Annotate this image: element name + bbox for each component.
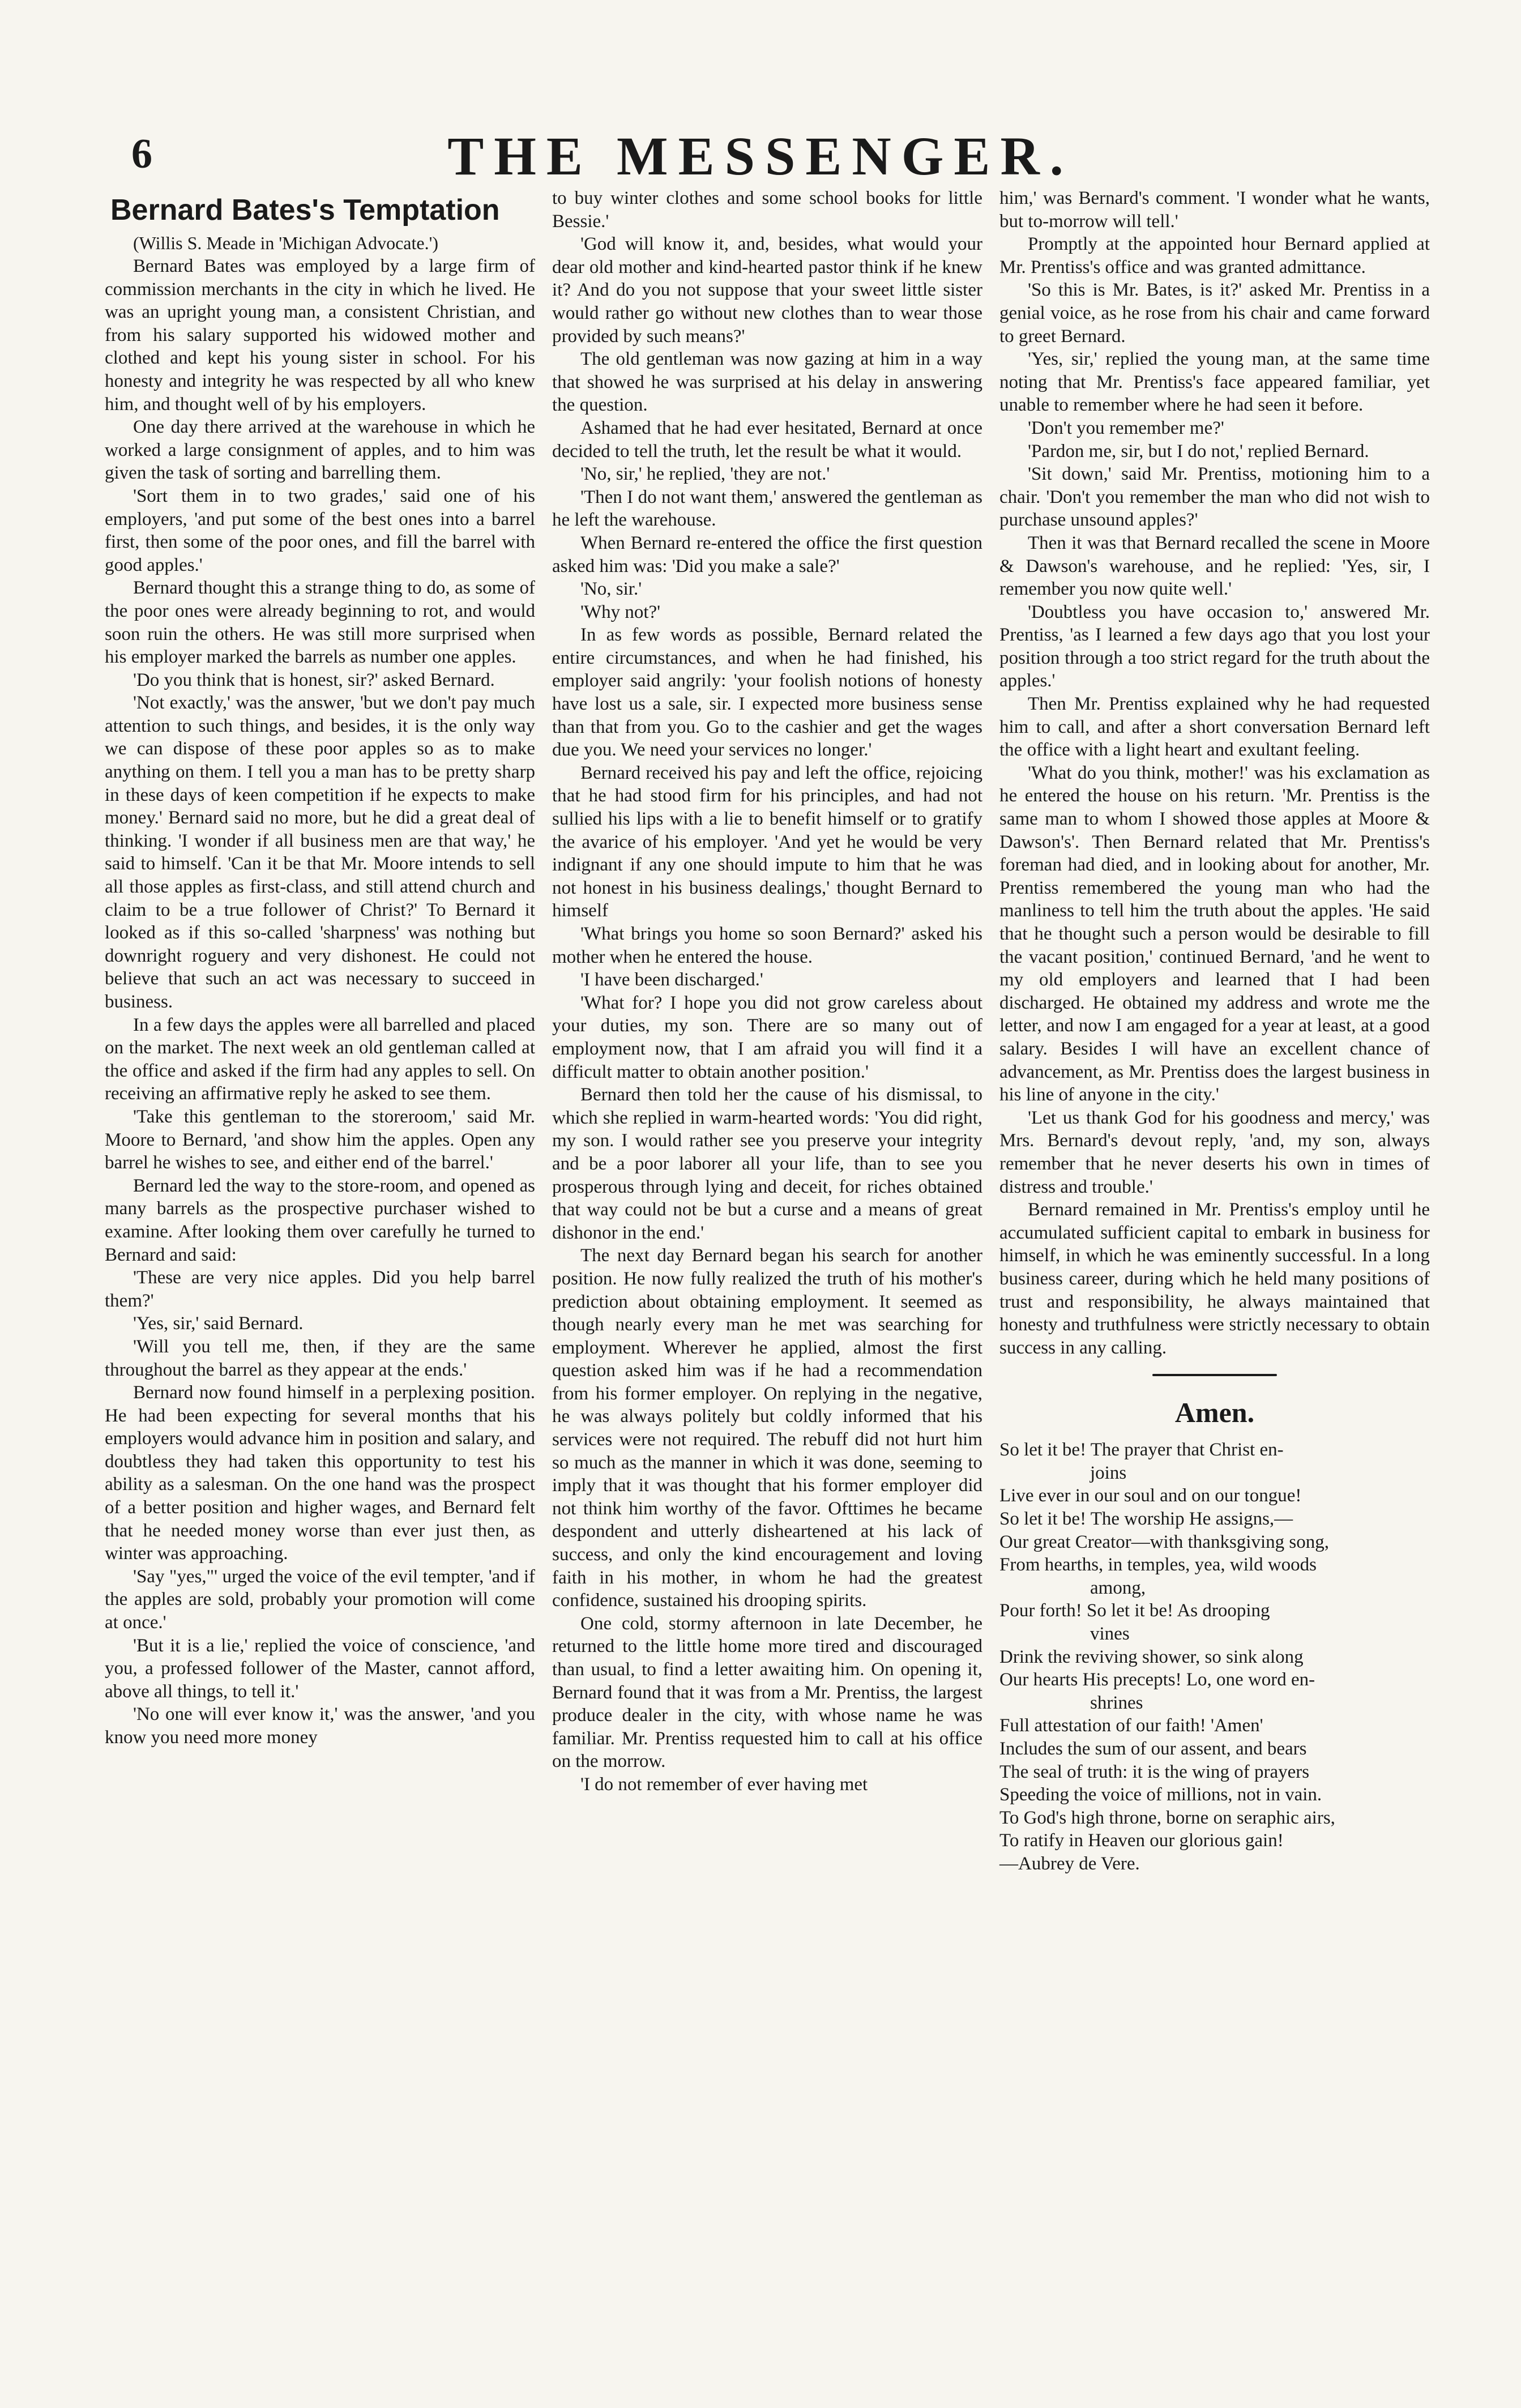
paragraph: 'Will you tell me, then, if they are the same throughout the barrel as they appear at the ends.' (105, 1336, 535, 1380)
poem-body (999, 1438, 1430, 1852)
article-byline: (Willis S. Meade in 'Michigan Advocate.') (133, 233, 439, 253)
poem-line: Speeding the voice of millions, not in vain. (999, 1784, 1322, 1805)
paragraph: 'Yes, sir,' said Bernard. (133, 1313, 304, 1334)
paragraph: 'Then I do not want them,' answered the gentleman as he left the warehouse. (552, 486, 982, 531)
poem-line: shrines (1090, 1692, 1143, 1713)
paragraph: Bernard Bates was employed by a large firm of commission merchants in the city in which he lived. He was an upright young man, a consistent Christian, and from his salary supported his widowed mother and clothed and kept his young sister in school. For his honesty and integrity he was respected by all who knew him, and thought well of by his employers. (105, 256, 535, 415)
poem-line: Pour forth! So let it be! As drooping (999, 1600, 1270, 1621)
paragraph: Bernard remained in Mr. Prentiss's employ until he accumulated sufficient capital to embark in business for himself, in which he was eminently successful. In a long business career, during which he held many positions of trust and responsibility, he always maintained that honesty and truthfulness were strictly necessary to obtain success in any calling. (999, 1199, 1430, 1358)
paragraph: Promptly at the appointed hour Bernard applied at Mr. Prentiss's office and was granted admittance. (999, 234, 1430, 277)
poem-line: Drink the reviving shower, so sink along (999, 1646, 1304, 1667)
paragraph: Bernard received his pay and left the office, rejoicing that he had stood firm for his principles, and had not sullied his lips with a lie to benefit himself or to gratify the avarice of his employer. 'And yet he would be very indignant if any one should impute to him that he was not honest in his business dealings,' thought Bernard to himself (552, 762, 982, 921)
poem-line: Our hearts His precepts! Lo, one word en- (999, 1670, 1315, 1690)
paragraph: 'What brings you home so soon Bernard?' asked his mother when he entered the house. (552, 924, 982, 967)
paragraph: In a few days the apples were all barrelled and placed on the market. The next week an old gentleman called at the office and asked if the firm had any apples to sell. On receiving an affirmative reply he asked to see them. (105, 1014, 535, 1104)
poem-line: vines (1090, 1624, 1130, 1645)
column-3-body (999, 187, 1430, 1359)
column-2 (552, 187, 982, 1796)
poem-line: Live ever in our soul and on our tongue! (999, 1485, 1302, 1506)
paragraph: 'Sort them in to two grades,' said one of his employers, 'and put some of the best ones into a barrel first, then some of the poor ones, and fill the barrel with good apples.' (105, 485, 535, 575)
poem-line: To ratify in Heaven our glorious gain! (999, 1830, 1284, 1851)
paragraph: 'So this is Mr. Bates, is it?' asked Mr. Prentiss in a genial voice, as he rose from his chair and came forward to greet Bernard. (999, 280, 1430, 347)
paragraph: 'But it is a lie,' replied the voice of conscience, 'and you, a professed follower of the Master, cannot afford, above all things, to tell it.' (105, 1635, 535, 1702)
column-1-body (105, 255, 535, 1749)
paragraph: to buy winter clothes and some school books for little Bessie.' (552, 188, 982, 232)
paragraph: Ashamed that he had ever hesitated, Bernard at once decided to tell the truth, let the result be what it would. (552, 417, 982, 462)
poem-title: Amen. (1174, 1397, 1255, 1429)
paragraph: 'These are very nice apples. Did you help barrel them?' (105, 1267, 535, 1311)
poem-line: To God's high throne, borne on seraphic airs, (999, 1807, 1335, 1828)
paragraph: 'What for? I hope you did not grow careless about your duties, my son. There are so many out of employment now, that I am afraid you will find it a difficult matter to obtain another position.' (552, 992, 982, 1082)
paragraph: When Bernard re-entered the office the first question asked him was: 'Did you make a sale?' (552, 532, 982, 577)
paragraph: Then it was that Bernard recalled the scene in Moore & Dawson's warehouse, and he replied: 'Yes, sir, I remember you now quite well.' (999, 532, 1430, 600)
paragraph: 'No, sir,' he replied, 'they are not.' (580, 464, 830, 485)
paragraph: Bernard now found himself in a perplexing position. He had been expecting for several months that his employers would advance him in position and salary, and doubtless they had taken this opportunity to test his ability as a salesman. On the one hand was the prospect of a better position and higher wages, and Bernard felt that he needed money worse than ever just then, as winter was approaching. (105, 1382, 535, 1564)
paragraph: 'Don't you remember me?' (1028, 417, 1224, 438)
paragraph: Bernard then told her the cause of his dismissal, to which she replied in warm-hearted words: 'You did right, my son. I would rather see you preserve your integrity and be a poor laborer all your life, than to see you prosperous through lying and deceit, for riches obtained that way could not be but a curse and a means of great dishonor in the end.' (552, 1085, 982, 1243)
paragraph: One cold, stormy afternoon in late December, he returned to the little home more tired and discouraged than usual, to find a letter awaiting him. On opening it, Bernard found that it was from a Mr. Prentiss, the largest produce dealer in the city, with whose name he was familiar. Mr. Prentiss requested him to call at his office on the morrow. (552, 1613, 982, 1772)
paragraph: Then Mr. Prentiss explained why he had requested him to call, and after a short conversation Bernard left the office with a light heart and exultant feeling. (999, 694, 1430, 761)
paragraph: him,' was Bernard's comment. 'I wonder what he wants, but to-morrow will tell.' (999, 188, 1430, 232)
poem-line: Our great Creator—with thanksgiving song, (999, 1531, 1329, 1552)
poem-line: Full attestation of our faith! 'Amen' (999, 1715, 1263, 1736)
paragraph: 'Pardon me, sir, but I do not,' replied Bernard. (1028, 441, 1369, 462)
paragraph: 'No one will ever know it,' was the answer, 'and you know you need more money (105, 1704, 535, 1748)
paragraph: The next day Bernard began his search for another position. He now fully realized the truth of his mother's prediction about obtaining employment. It seemed as though nearly every man he met was searching for employment. Wherever he applied, almost the first question asked him was if he had a recommendation from his former employer. On replying in the negative, he was always politely but coldly informed that his services were not required. The rebuff did not hurt him so much as the manner in which it was done, seeming to imply that it was thought that his former employer did not think him worthy of the favor. Ofttimes he became despondent and utterly disheartened at his lack of success, and only the kind encouragement and loving faith in his mother, in whom he had the greatest confidence, sustained his drooping spirits. (552, 1245, 982, 1611)
column-1 (105, 187, 535, 1749)
paragraph: 'Take this gentleman to the storeroom,' said Mr. Moore to Bernard, 'and show him the apples. Open any barrel he wishes to see, and either end of the barrel.' (105, 1106, 535, 1173)
paragraph: 'Not exactly,' was the answer, 'but we don't pay much attention to such things, and besides, it is the only way we can dispose of these poor apples so as to make anything on them. I tell you a man has to be pretty sharp in these days of keen competition if he expects to make money.' Bernard said no more, but he did a great deal of thinking. 'I wonder if all business men are that way,' he said to himself. 'Can it be that Mr. Moore intends to sell all those apples as first-class, and still attend church and claim to be a true follower of Christ?' To Bernard it looked as if this so-called 'sharpness' was nothing but downright roguery and very dishonest. He could not believe that such an act was necessary to succeed in business. (105, 693, 535, 1012)
paragraph: 'No, sir.' (580, 579, 642, 600)
page-number: 6 (131, 131, 152, 177)
paragraph: 'I do not remember of ever having met (580, 1774, 868, 1795)
article-title: Bernard Bates's Temptation (110, 194, 500, 227)
paragraph: Bernard led the way to the store-room, and opened as many barrels as the prospective purchaser wished to examine. After looking them over carefully he turned to Bernard and said: (105, 1175, 535, 1265)
paragraph: 'Do you think that is honest, sir?' asked Bernard. (133, 669, 495, 690)
paragraph: The old gentleman was now gazing at him in a way that showed he was surprised at his delay in answering the question. (552, 349, 982, 416)
paragraph: 'Yes, sir,' replied the young man, at the same time noting that Mr. Prentiss's face appeared familiar, yet unable to remember where he had seen it before. (999, 349, 1430, 416)
paragraph: 'What do you think, mother!' was his exclamation as he entered the house on his return. 'Mr. Prentiss is the same man to whom I showed those apples at Moore & Dawson's'. Then Bernard related that Mr. Prentiss's foreman had died, and in looking about for another, Mr. Prentiss remembered the young man who had the manliness to tell him the truth about the apples. 'He said that he thought such a person would be desirable to fill the vacant position,' continued Bernard, 'and he went to my old employers and learned that I had been discharged. He obtained my address and wrote me the letter, and now I am engaged for a year at least, at a good salary. Besides I will have an excellent chance of advancement, as Mr. Prentiss does the largest business in his line of anyone in the city.' (999, 762, 1430, 1105)
column-3 (999, 187, 1430, 1876)
paper-title: THE MESSENGER. (447, 126, 1074, 186)
poem-line: among, (1090, 1577, 1146, 1598)
poem-line: joins (1090, 1462, 1127, 1483)
poem-line: From hearths, in temples, yea, wild woods (999, 1555, 1317, 1576)
masthead (0, 113, 1521, 198)
paragraph: 'Why not?' (580, 601, 661, 622)
poem-line: So let it be! The prayer that Christ en- (999, 1440, 1284, 1461)
paragraph: 'Say "yes,"' urged the voice of the evil tempter, 'and if the apples are sold, probably your promotion will come at once.' (105, 1566, 535, 1633)
poem-line: Includes the sum of our assent, and bears (999, 1739, 1307, 1759)
column-2-body (552, 187, 982, 1796)
poem-line: So let it be! The worship He assigns,— (999, 1509, 1293, 1530)
section-divider (1152, 1374, 1277, 1376)
paragraph: One day there arrived at the warehouse in which he worked a large consignment of apples, and to him was given the task of sorting and barrelling them. (105, 417, 535, 484)
paragraph: Bernard thought this a strange thing to do, as some of the poor ones were already beginning to rot, and would soon ruin the others. He was still more surprised when his employer marked the barrels as number one apples. (105, 578, 535, 668)
paragraph: In as few words as possible, Bernard related the entire circumstances, and when he had finished, his employer said angrily: 'your foolish notions of honesty have lost us a sale, sir. I expected more business sense than that from you. Go to the cashier and get the wages due you. We need your services no longer.' (552, 625, 982, 761)
poem-author: —Aubrey de Vere. (999, 1853, 1140, 1874)
paragraph: 'I have been discharged.' (580, 970, 763, 990)
paragraph: 'Doubtless you have occasion to,' answered Mr. Prentiss, 'as I learned a few days ago that you lost your position through a too strict regard for the truth about the apples.' (999, 601, 1430, 691)
poem-line: The seal of truth: it is the wing of prayers (999, 1761, 1310, 1782)
paragraph: 'God will know it, and, besides, what would your dear old mother and kind-hearted pastor think if he knew it? And do you not suppose that your sweet little sister would rather go without new clothes than to wear those provided by such means?' (552, 234, 982, 347)
paragraph: 'Sit down,' said Mr. Prentiss, motioning him to a chair. 'Don't you remember the man who did not wish to purchase unsound apples?' (999, 464, 1430, 531)
paragraph: 'Let us thank God for his goodness and mercy,' was Mrs. Bernard's devout reply, 'and, my son, always remember that he never deserts his own in times of distress and trouble.' (999, 1107, 1430, 1197)
